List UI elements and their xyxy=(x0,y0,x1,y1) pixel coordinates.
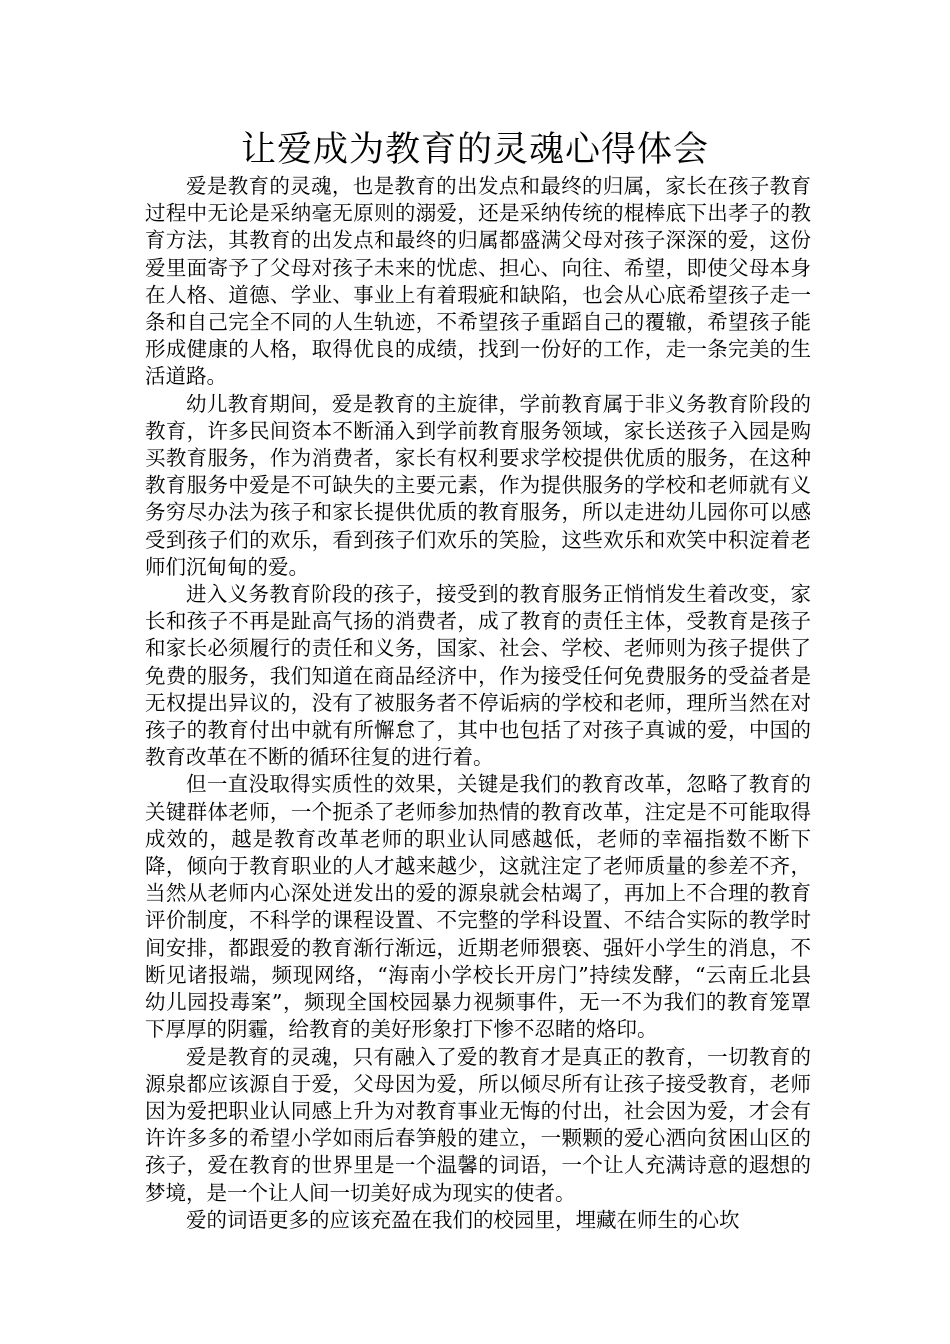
paragraph-2: 幼儿教育期间，爱是教育的主旋律，学前教育属于非义务教育阶段的教育，许多民间资本不断涌入到学前教育服务领域，家长送孩子入园是购买教育服务，作为消费者，家长有权利要求学校提供优质的服务，在这种教育服务中爱是不可缺失的主要元素，作为提供服务的学校和老师就有义务穷尽办法为孩子和家长提供优质的教育服务，所以走进幼儿园你可以感受到孩子们的欢乐，看到孩子们欢乐的笑脸，这些欢乐和欢笑中积淀着老师们沉甸甸的爱。 xyxy=(145,391,811,579)
paragraph-4: 但一直没取得实质性的效果，关键是我们的教育改革，忽略了教育的关键群体老师，一个扼杀了老师参加热情的教育改革，注定是不可能取得成效的，越是教育改革老师的职业认同感越低，老师的幸福指数不断下降，倾向于教育职业的人才越来越少，这就注定了老师质量的参差不齐，当然从老师内心深处迸发出的爱的源泉就会枯竭了，再加上不合理的教育评价制度，不科学的课程设置、不完整的学科设置、不结合实际的教学时间安排，都跟爱的教育渐行渐远，近期老师猥亵、强奸小学生的消息，不断见诸报端，频现网络，“海南小学校长开房门”持续发酵，“云南丘北县幼儿园投毒案”，频现全国校园暴力视频事件，无一不为我们的教育笼罩下厚厚的阴霾，给教育的美好形象打下惨不忍睹的烙印。 xyxy=(145,772,811,1042)
paragraph-6: 爱的词语更多的应该充盈在我们的校园里，埋藏在师生的心坎 xyxy=(186,1207,740,1232)
document-body xyxy=(145,173,811,1234)
paragraph-5: 爱是教育的灵魂，只有融入了爱的教育才是真正的教育，一切教育的源泉都应该源自于爱，父母因为爱，所以倾尽所有让孩子接受教育，老师因为爱把职业认同感上升为对教育事业无悔的付出，社会因为爱，才会有许许多多的希望小学如雨后春笋般的建立，一颗颗的爱心洒向贫困山区的孩子，爱在教育的世界里是一个温馨的词语，一个让人充满诗意的遐想的梦境，是一个让人间一切美好成为现实的使者。 xyxy=(145,1044,811,1205)
paragraph-3: 进入义务教育阶段的孩子，接受到的教育服务正悄悄发生着改变，家长和孩子不再是趾高气扬的消费者，成了教育的责任主体，受教育是孩子和家长必须履行的责任和义务，国家、社会、学校、老师则为孩子提供了免费的服务，我们知道在商品经济中，作为接受任何免费服务的受益者是无权提出异议的，没有了被服务者不停诟病的学校和老师，理所当然在对孩子的教育付出中就有所懈怠了，其中也包括了对孩子真诚的爱，中国的教育改革在不断的循环往复的进行着。 xyxy=(145,582,811,770)
page-title: 让爱成为教育的灵魂心得体会 xyxy=(240,130,709,170)
paragraph-1: 爱是教育的灵魂，也是教育的出发点和最终的归属，家长在孩子教育过程中无论是采纳毫无原则的溺爱，还是采纳传统的棍棒底下出孝子的教育方法，其教育的出发点和最终的归属都盛满父母对孩子深深的爱，这份爱里面寄予了父母对孩子未来的忧虑、担心、向往、希望，即使父母本身在人格、道德、学业、事业上有着瑕疵和缺陷，也会从心底希望孩子走一条和自己完全不同的人生轨迹，不希望孩子重蹈自己的覆辙，希望孩子能形成健康的人格，取得优良的成绩，找到一份好的工作，走一条完美的生活道路。 xyxy=(145,174,811,389)
